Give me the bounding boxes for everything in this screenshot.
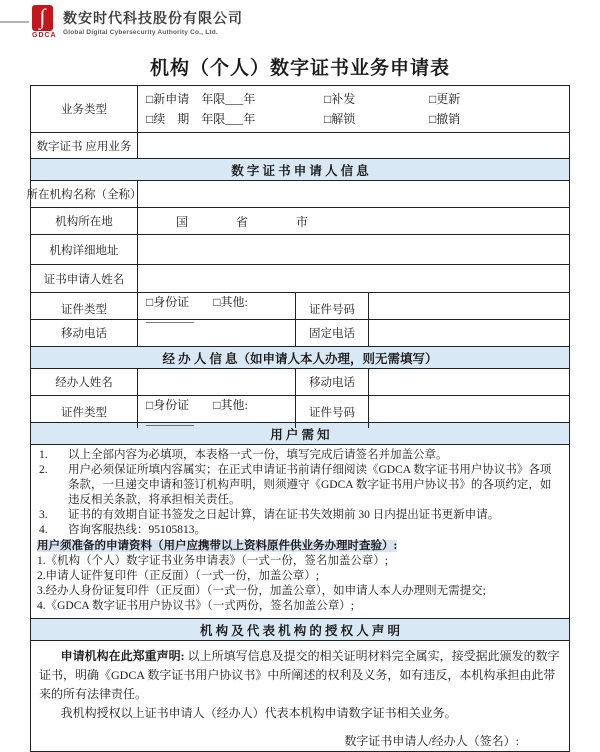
row-applicant-phones xyxy=(31,319,569,346)
notice-item xyxy=(31,508,563,523)
checkbox-new-application: □新申请 年限___年 xyxy=(146,92,256,106)
declaration-block xyxy=(31,640,569,751)
row-applicant-id xyxy=(31,292,569,324)
applicant-name-label: 证书申请人姓名 xyxy=(43,273,125,286)
gdca-logo-caption: GDCA xyxy=(32,32,57,39)
row-org-address xyxy=(31,234,569,264)
notice-item-number: 4. xyxy=(39,524,48,536)
declaration-paragraph-1 xyxy=(39,647,561,704)
agent-id-number-label: 证件号码 xyxy=(295,396,368,428)
applicant-mobile-cell xyxy=(137,320,295,346)
gdca-logo-icon: ∫ xyxy=(32,5,53,31)
company-logo xyxy=(32,5,243,39)
notice-item-text: 以上全部内容为必填项，本表格一式一份，填写完成后请签名并加盖公章。 xyxy=(68,449,448,461)
business-type-line2 xyxy=(146,109,569,129)
section-declaration: 机 构 及 代 表 机 构 的 授 权 人 声 明 xyxy=(31,618,569,640)
declaration-body: 以上所填写信息及提交的相关证明材料完全属实，接受据此颁发的数字证书，明确《GDCA 数字证书用户协议书》中所阐述的权利及义务，如有违反，本机构承担由此带来的所有法律责任。 xyxy=(39,649,560,701)
row-app-business xyxy=(31,132,569,158)
agent-mobile-label: 移动电话 xyxy=(295,369,368,395)
org-location-label: 机构所在地 xyxy=(55,216,113,228)
material-item: 2.申请人证件复印件（正反面）（一式一份，加盖公章）; xyxy=(37,570,320,582)
company-name-cn: 数安时代科技股份有限公司 xyxy=(63,10,243,26)
agent-id-type-options: □身份证 □其他: ________ xyxy=(137,396,295,428)
agent-name-label: 经办人姓名 xyxy=(55,377,113,389)
applicant-name-value-cell xyxy=(137,265,569,292)
applicant-id-number-label: 证件号码 xyxy=(295,293,368,325)
business-type-label: 业务类型 xyxy=(61,104,107,116)
declaration-lead: 申请机构在此郑重声明: xyxy=(60,649,185,663)
notice-item-number: 1. xyxy=(39,449,48,461)
checkbox-renew: □更新 xyxy=(429,92,461,106)
row-agent-id xyxy=(31,395,569,427)
row-business-type xyxy=(31,86,569,132)
row-org-name xyxy=(26,180,569,207)
section-agent-info: 经 办 人 信 息（如申请人本人办理，则无需填写） xyxy=(31,346,569,368)
row-agent-name xyxy=(31,368,569,395)
material-item: 3.经办人身份证复印件（正反面）（一式一份，加盖公章），如申请人本人办理则无需提交; xyxy=(37,585,486,597)
business-type-options xyxy=(137,86,569,132)
gdca-logo-mark xyxy=(32,5,56,39)
notice-item-number: 2. xyxy=(39,464,48,476)
logo-left-dash xyxy=(0,21,29,23)
agent-mobile-cell xyxy=(368,369,569,395)
org-address-label: 机构详细地址 xyxy=(49,244,119,257)
agent-name-cell xyxy=(137,369,295,395)
material-item: 4.《GDCA 数字证书用户协议书》（一式两份，签名加盖公章）; xyxy=(37,600,354,612)
app-business-label: 数字证书 应用业务 xyxy=(36,140,132,153)
org-name-label: 所在机构名称（全称） xyxy=(26,189,142,201)
notice-item-number: 3. xyxy=(39,509,48,521)
row-applicant-name xyxy=(31,264,569,292)
user-notice-block xyxy=(31,444,569,618)
material-item: 1.《机构（个人）数字证书业务申请表》（一式一份，签名加盖公章）; xyxy=(37,555,389,567)
business-type-line1 xyxy=(146,89,569,109)
applicant-id-type-label: 证件类型 xyxy=(61,304,107,316)
agent-id-number-cell xyxy=(368,396,569,428)
section-user-notice: 用 户 需 知 xyxy=(31,422,569,444)
notice-item-text: 咨询客服热线：95105813。 xyxy=(68,524,206,536)
org-address-value-cell xyxy=(137,235,569,264)
applicant-id-type-options: □身份证 □其他: ________ xyxy=(137,293,295,325)
company-name-block xyxy=(63,5,243,36)
checkbox-unlock: □解锁 xyxy=(324,112,356,126)
checkbox-extend: □续 期 年限___年 xyxy=(146,112,256,126)
materials-heading xyxy=(31,539,563,554)
signature-label: 数字证书申请人/经办人（签名）: xyxy=(344,734,519,748)
notice-item-text: 证书的有效期自证书签发之日起计算，请在证书失效期前 30 日内提出证书更新申请。 xyxy=(68,509,500,521)
agent-id-type-label: 证件类型 xyxy=(61,407,107,419)
company-name-en: Global Digital Cybersecurity Authority Co., Ltd. xyxy=(63,29,218,36)
section-applicant-info: 数 字 证 书 申 请 人 信 息 xyxy=(31,158,569,180)
notice-item xyxy=(31,523,563,538)
checkbox-reissue: □补发 xyxy=(324,92,356,106)
form-title: 机构（个人）数字证书业务申请表 xyxy=(149,58,450,79)
materials-heading-text: 用户须准备的申请资料（用户应携带以上资料原件供业务办理时查验）: xyxy=(37,540,398,552)
org-location-value: 国 省 市 xyxy=(137,208,569,234)
app-business-value-cell xyxy=(137,133,569,158)
declaration-paragraph-2: 我机构授权以上证书申请人（经办人）代表本机构申请数字证书相关业务。 xyxy=(60,706,457,720)
applicant-landline-label: 固定电话 xyxy=(295,320,368,346)
applicant-landline-cell xyxy=(368,320,569,346)
notice-item xyxy=(31,448,563,463)
application-form-table xyxy=(26,85,570,752)
applicant-mobile-label: 移动电话 xyxy=(61,328,107,340)
page-header xyxy=(0,0,600,50)
org-name-value-cell xyxy=(137,181,569,207)
row-org-location xyxy=(31,207,569,234)
checkbox-revoke: □撤销 xyxy=(429,112,461,126)
notice-item xyxy=(31,463,563,508)
notice-item-text: 用户必须保证所填内容属实；在正式申请证书前请仔细阅读《GDCA 数字证书用户协议书》各项条款，一旦递交申请和签订机构声明，则须遵守《GDCA 数字证书用户协议书》的各项约定，如违反相关条款，将承担相关责任。 xyxy=(68,464,552,506)
